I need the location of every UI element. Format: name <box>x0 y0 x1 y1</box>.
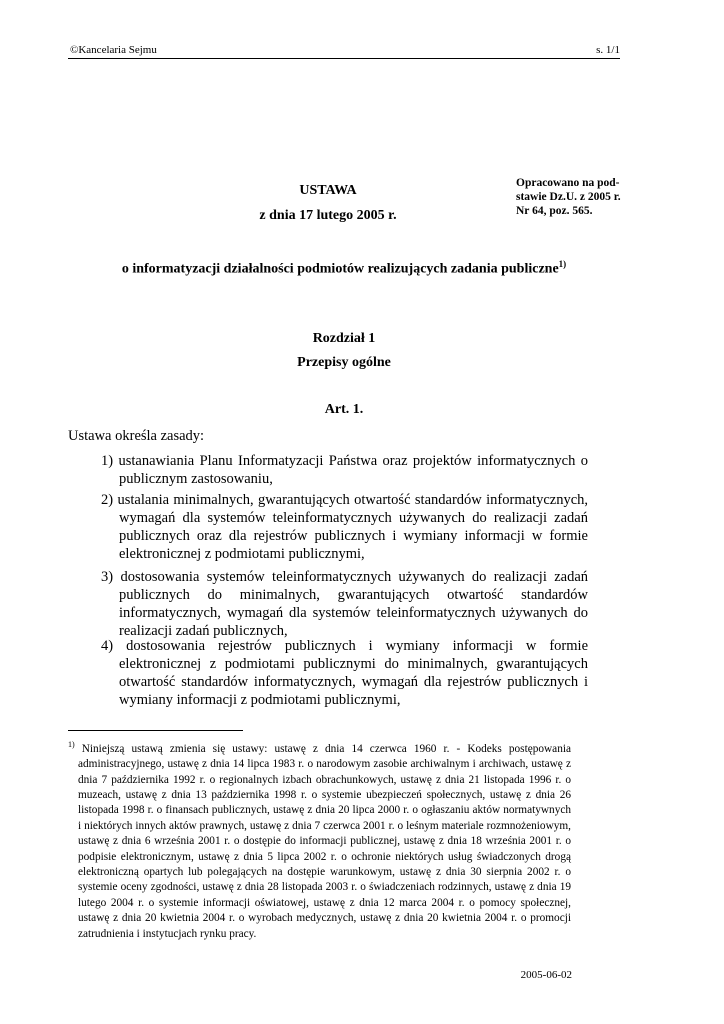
list-item-number: 2) <box>101 492 114 508</box>
list-item-number: 1) <box>101 453 114 469</box>
footer-date: 2005-06-02 <box>520 969 572 981</box>
list-item <box>101 637 588 709</box>
footnote-reference: 1) <box>558 259 567 269</box>
publication-note-line-2: stawie Dz.U. z 2005 r. <box>516 191 621 203</box>
article-intro: Ustawa określa zasady: <box>68 428 205 444</box>
header-page-number: s. 1/1 <box>596 44 620 56</box>
list-item <box>101 491 588 563</box>
list-item-text: dostosowania systemów teleinformatycznych używanych do realizacji zadań publicznych do minimalnych, gwarantujących otwartość standardów informatycznych, wymagań dla systemów teleinformatycznych używanych do realizacji zadań publicznych, <box>119 569 589 639</box>
footnote-text: Niniejszą ustawą zmienia się ustawy: ustawę z dnia 14 czerwca 1960 r. - Kodeks postępowania administracyjnego, ustawę z dnia 14 lipca 1983 r. o narodowym zasobie archiwalnym i archiwach, ustawę z dnia 7 października 1992 r. o regionalnych izbach obrachunkowych, ustawę z dnia 21 listopada 1996 r. o muzeach, ustawę z dnia 13 października 1998 r. o systemie ubezpieczeń społecznych, ustawę z dnia 26 listopada 1998 r. o finansach publicznych, ustawę z dnia 20 lipca 2000 r. o ogłaszaniu aktów normatywnych i niektórych innych aktów prawnych, ustawę z dnia 7 czerwca 2001 r. o leśnym materiale rozmnożeniowym, ustawę z dnia 6 września 2001 r. o dostępie do informacji publicznej, ustawę z dnia 18 września 2001 r. o podpisie elektronicznym, ustawę z dnia 5 lipca 2002 r. o ochronie niektórych usług świadczonych drogą elektroniczną opartych lub polegających na dostępie warunkowym, ustawę z dnia 30 sierpnia 2002 r. o systemie oceny zgodności, ustawę z dnia 28 listopada 2003 r. o świadczeniach rodzinnych, ustawę z dnia 19 lutego 2004 r. o systemie informacji oświatowej, ustawę z dnia 12 marca 2004 r. o pomocy społecznej, ustawę z dnia 20 kwietnia 2004 r. o wyrobach medycznych, ustawę z dnia 20 kwietnia 2004 r. o promocji zatrudnienia i instytucjach rynku pracy. <box>78 742 572 940</box>
publication-note-line-1: Opracowano na pod- <box>516 177 620 189</box>
list-item-text: ustanawiania Planu Informatyzacji Państwa oraz projektów informatycznych o publicznym zastosowaniu, <box>118 453 589 487</box>
act-subject <box>68 259 620 278</box>
header-source: ©Kancelaria Sejmu <box>70 44 157 56</box>
article-label: Art. 1. <box>324 402 364 417</box>
act-date: z dnia 17 lutego 2005 r. <box>259 208 397 223</box>
chapter-number: Rozdział 1 <box>312 331 376 346</box>
footnote <box>68 737 571 942</box>
list-item <box>101 568 588 640</box>
list-item-text: ustalania minimalnych, gwarantujących otwartość standardów informatycznych, wymagań dla systemów teleinformatycznych używanych do realizacji zadań publicznych oraz dla rejestrów publicznych i wymiany informacji w formie elektronicznej z podmiotami publicznymi, <box>117 492 589 562</box>
list-item-number: 4) <box>101 638 114 654</box>
header-divider <box>68 58 620 59</box>
list-item-number: 3) <box>101 569 114 585</box>
footnote-mark: 1) <box>68 740 75 749</box>
footnote-divider <box>68 730 243 731</box>
chapter-title: Przepisy ogólne <box>297 355 391 370</box>
list-item-text: dostosowania rejestrów publicznych i wymiany informacji w formie elektronicznej z podmiotami publicznymi do minimalnych, gwarantujących otwartość standardów informatycznych, wymagań dla rejestrów publicznych i wymiany informacji z podmiotami publicznymi, <box>119 638 589 708</box>
act-subject-text: o informatyzacji działalności podmiotów realizujących zadania publiczne <box>121 261 559 277</box>
publication-note-line-3: Nr 64, poz. 565. <box>516 205 593 217</box>
list-item <box>101 452 588 488</box>
act-type-title: USTAWA <box>299 183 357 198</box>
